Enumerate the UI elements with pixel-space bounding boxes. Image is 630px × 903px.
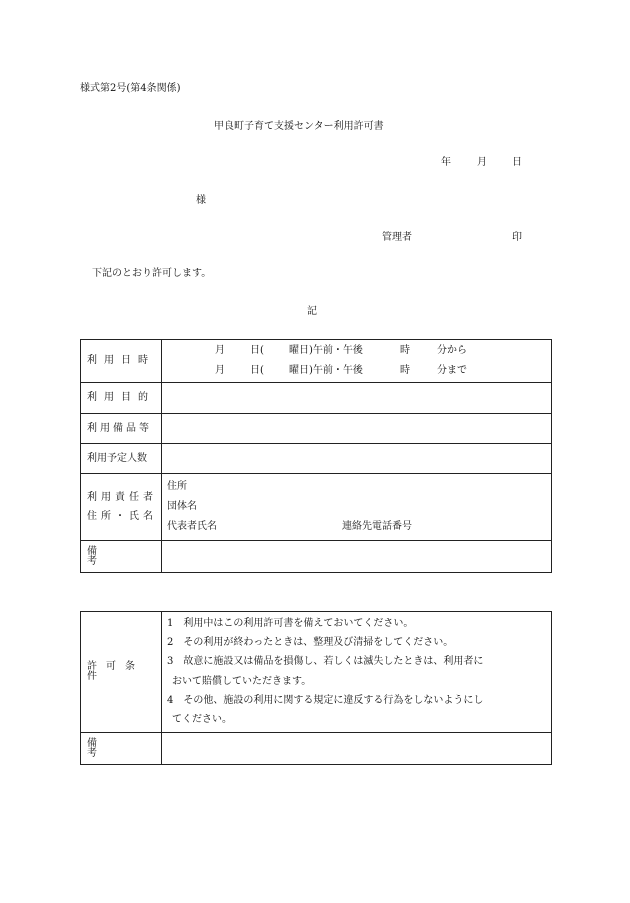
group-line xyxy=(162,497,551,517)
purpose-row xyxy=(81,383,552,414)
addressee-suffix: 様 xyxy=(196,195,206,206)
purpose-label-cell xyxy=(81,383,162,414)
headcount-row xyxy=(81,444,552,474)
conditions-table xyxy=(80,611,552,765)
ki-heading: 記 xyxy=(307,306,317,317)
dt-from-day: 日( xyxy=(250,345,264,356)
page-title: 甲良町子育て支援センター利用許可書 xyxy=(214,121,384,132)
dt-to-hour: 時 xyxy=(400,365,410,376)
dt-to-weekday-ampm: 曜日)午前・午後 xyxy=(289,365,363,376)
phone-label: 連絡先電話番号 xyxy=(342,521,412,532)
usage-table xyxy=(80,339,552,573)
equipment-row xyxy=(81,414,552,444)
equipment-value-cell[interactable] xyxy=(162,414,552,444)
condition-line-3b: おいて賠償していただきます。 xyxy=(172,675,312,687)
datetime-value-cell[interactable] xyxy=(162,340,552,383)
condition-line-4: 4 その他、施設の利用に関する規定に違反する行為をしないようにし xyxy=(167,694,484,706)
rep-line xyxy=(162,517,551,537)
address-line xyxy=(162,477,551,497)
remarks-row xyxy=(81,541,552,573)
responsible-label-cell xyxy=(81,474,162,541)
purpose-label: 利用目的 xyxy=(87,392,155,403)
headcount-label: 利用予定人数 xyxy=(87,452,147,464)
datetime-label-cell xyxy=(81,340,162,383)
intro-text: 下記のとおり許可します。 xyxy=(92,268,212,279)
conditions-remarks-row xyxy=(81,733,552,765)
responsible-row xyxy=(81,474,552,541)
condition-line-4b: てください。 xyxy=(172,714,232,726)
date-day: 日 xyxy=(512,157,522,168)
conditions-remarks-label: 備考 xyxy=(87,737,147,759)
seal-mark: 印 xyxy=(512,232,522,243)
remarks-label-text: 備考 xyxy=(87,545,147,567)
dt-from-minute: 分から xyxy=(437,345,467,356)
dt-to-minute: 分まで xyxy=(437,365,467,376)
conditions-label: 許可条件 xyxy=(87,661,144,682)
condition-line-1: 1 利用中はこの利用許可書を備えておいてください。 xyxy=(167,617,414,629)
conditions-row xyxy=(81,612,552,733)
headcount-label-cell xyxy=(81,444,162,474)
dt-from-hour: 時 xyxy=(400,345,410,356)
datetime-to-line xyxy=(162,361,551,381)
responsible-label-2: 住所・氏名 xyxy=(87,510,157,522)
equipment-label: 利用備品等 xyxy=(87,422,152,434)
conditions-text-cell xyxy=(162,612,552,733)
equipment-label-cell xyxy=(81,414,162,444)
remarks-label-cell xyxy=(81,541,162,573)
conditions-remarks-label-cell xyxy=(81,733,162,765)
headcount-value-cell[interactable] xyxy=(162,444,552,474)
conditions-label-cell xyxy=(81,612,162,733)
remarks-label xyxy=(87,547,157,567)
responsible-label-1: 利用責任者 xyxy=(87,491,157,503)
issuer-label: 管理者 xyxy=(382,232,412,243)
responsible-value-cell[interactable] xyxy=(162,474,552,541)
date-year: 年 xyxy=(441,157,451,168)
condition-line-2: 2 その利用が終わったときは、整理及び清掃をしてください。 xyxy=(167,637,454,649)
datetime-label-text: 利用日時 xyxy=(87,355,155,366)
form-number: 様式第2号(第4条関係) xyxy=(80,83,181,94)
conditions-remarks-value-cell[interactable] xyxy=(162,733,552,765)
datetime-from-line xyxy=(162,341,551,361)
purpose-value-cell[interactable] xyxy=(162,383,552,414)
address-label: 住所 xyxy=(167,481,187,492)
group-label: 団体名 xyxy=(167,501,197,512)
remarks-value-cell[interactable] xyxy=(162,541,552,573)
datetime-label xyxy=(87,356,157,366)
datetime-row xyxy=(81,340,552,383)
date-month: 月 xyxy=(477,157,487,168)
dt-from-weekday-ampm: 曜日)午前・午後 xyxy=(289,345,363,356)
dt-from-month: 月 xyxy=(215,345,225,356)
dt-to-day: 日( xyxy=(250,365,264,376)
rep-label: 代表者氏名 xyxy=(167,521,217,532)
condition-line-3: 3 故意に施設又は備品を損傷し、若しくは滅失したときは、利用者に xyxy=(167,656,484,668)
dt-to-month: 月 xyxy=(215,365,225,376)
